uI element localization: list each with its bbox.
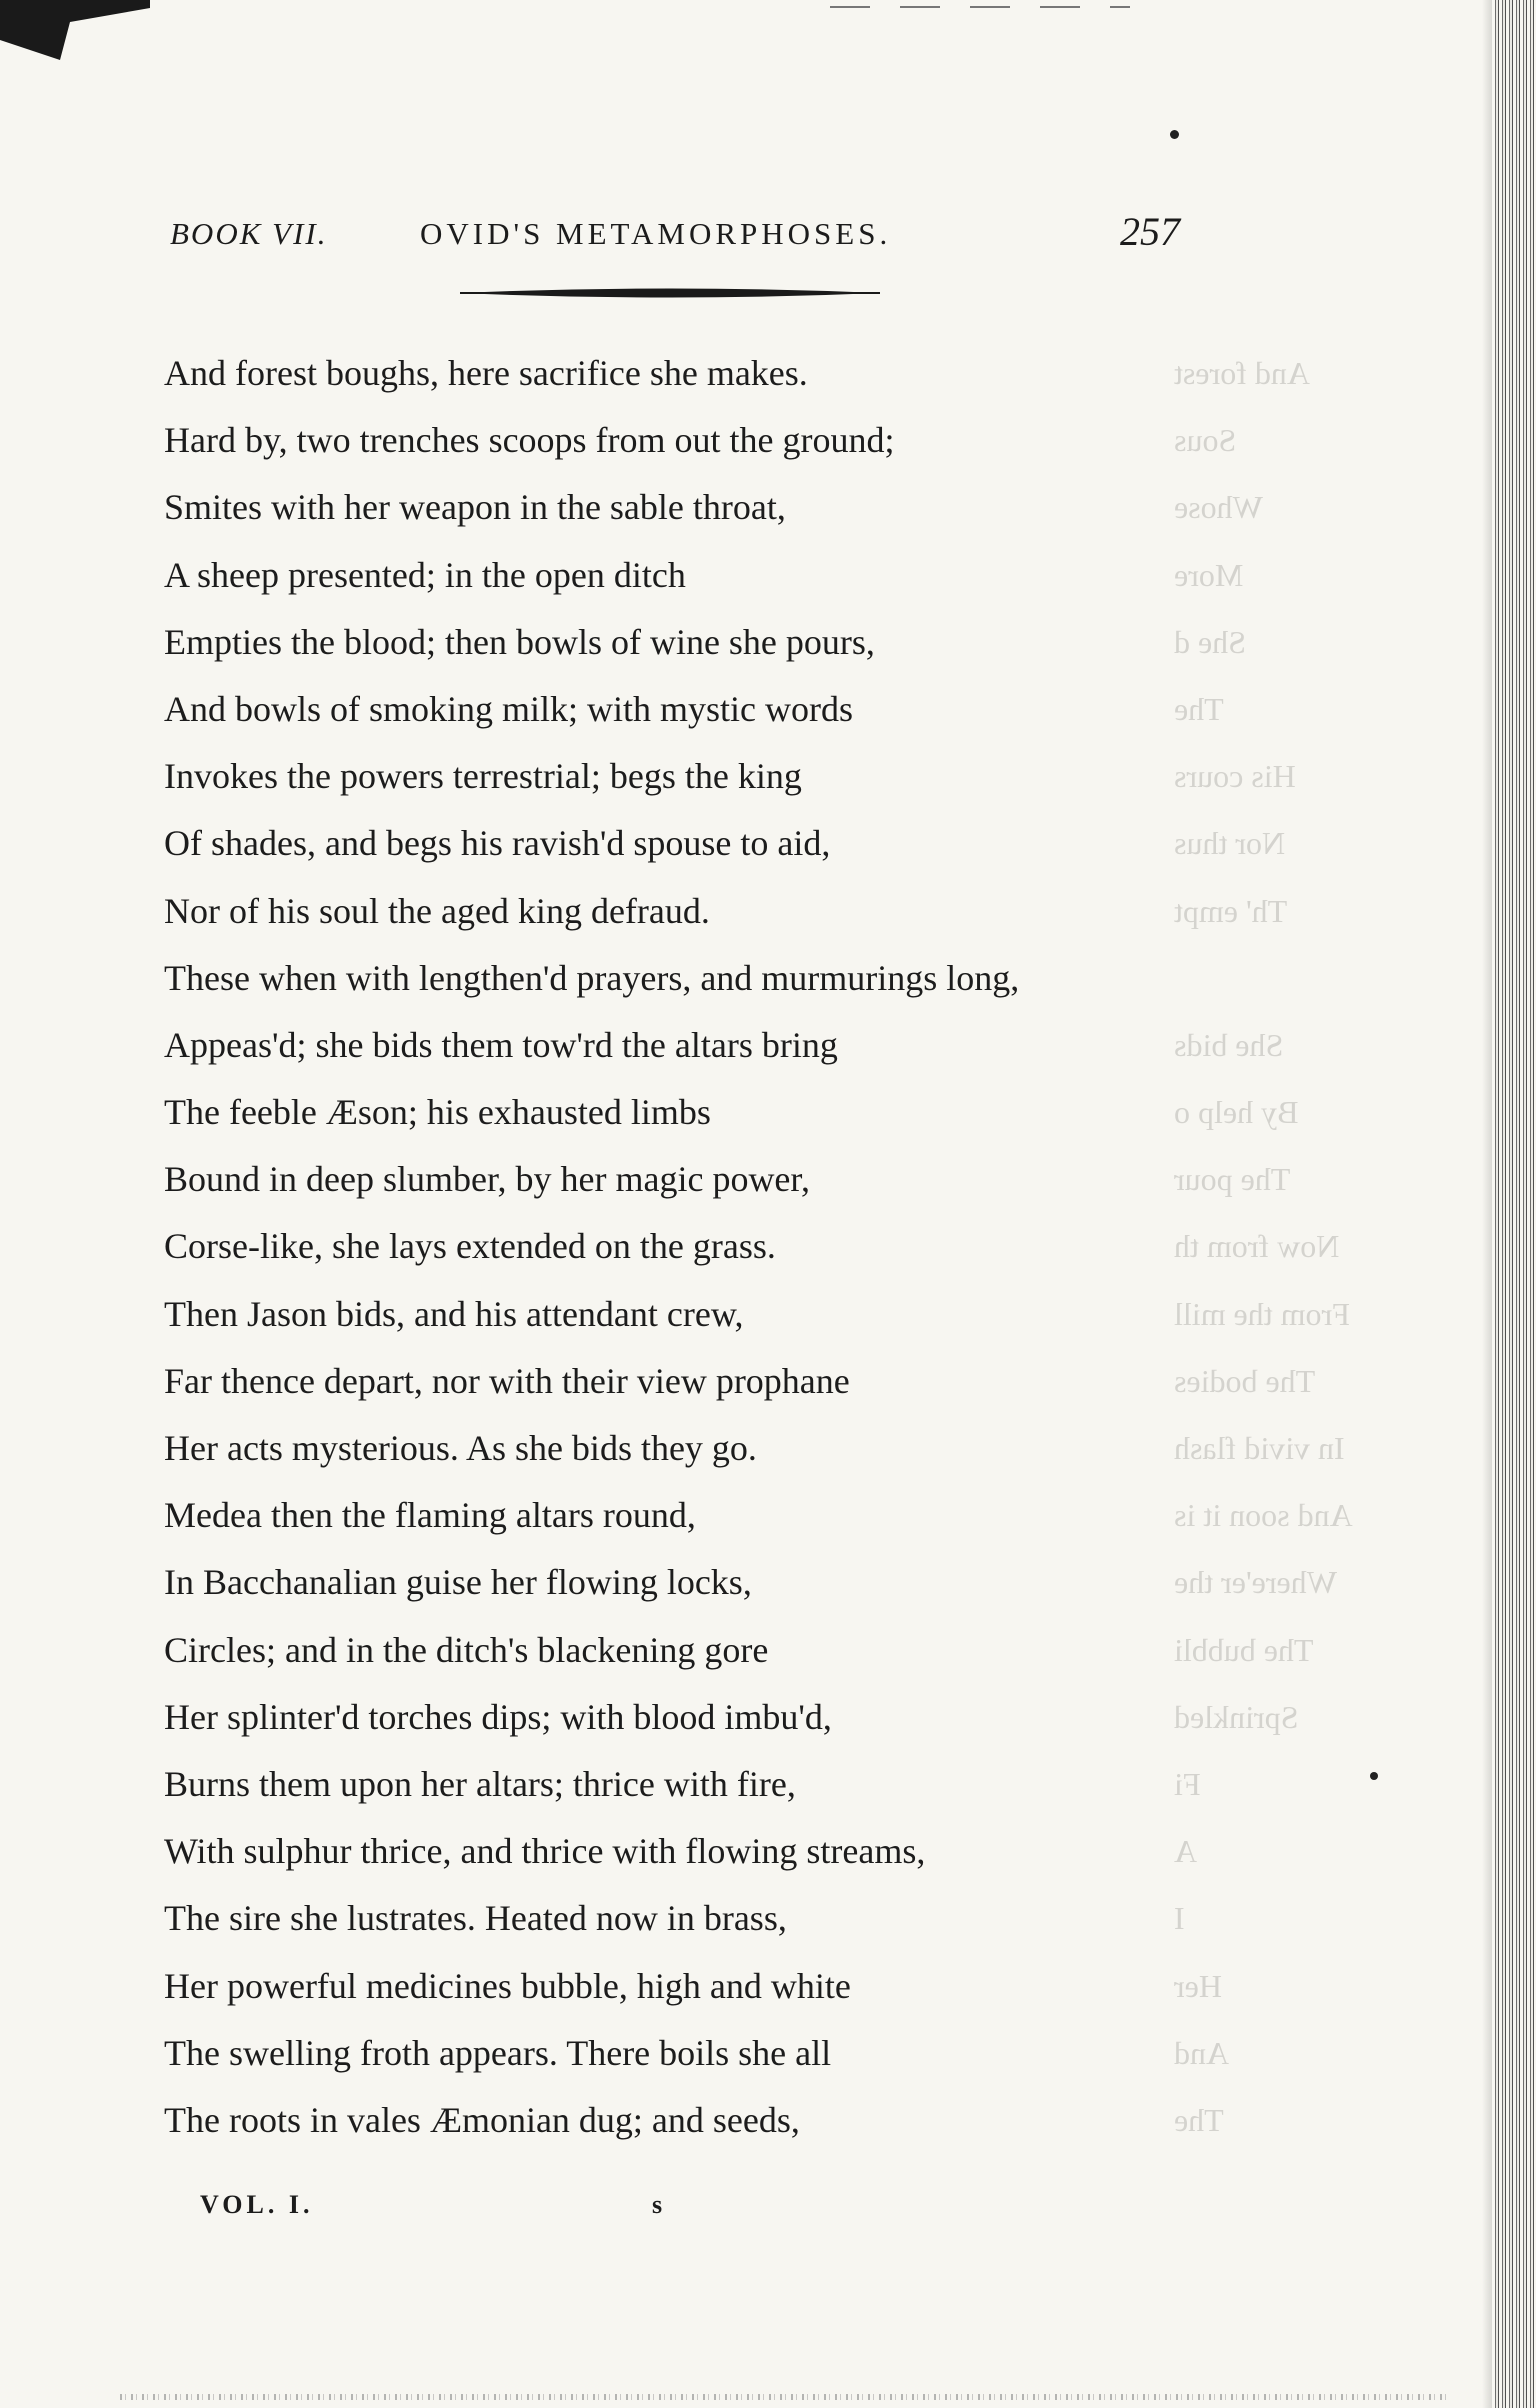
show-through-text: Sprinkled xyxy=(1174,1698,1299,1735)
show-through-text: Her xyxy=(1174,1967,1222,2004)
running-header xyxy=(170,208,1200,258)
show-through-text: His cours xyxy=(1174,758,1296,795)
show-through-text: She bids xyxy=(1174,1026,1284,1063)
verse-line: Her powerful medicines bubble, high and white Her xyxy=(164,1953,1224,2020)
show-through-text: And forest xyxy=(1174,355,1310,391)
show-through-text: The bodies xyxy=(1174,1362,1316,1399)
verse-list xyxy=(164,340,1353,2154)
show-through-text: A xyxy=(1174,1833,1198,1870)
page-number: 257 xyxy=(1120,209,1180,254)
verse-line: These when with lengthen'd prayers, and murmurings long, xyxy=(164,957,1020,998)
show-through-text: Nor thus xyxy=(1174,825,1286,862)
binding-shadow xyxy=(1482,0,1492,2408)
volume-label: VOL. I. xyxy=(200,2190,314,2219)
ink-speck xyxy=(1370,1772,1378,1780)
verse-line: The swelling froth appears. There boils she all And xyxy=(164,2020,1224,2087)
verse-line: In Bacchanalian guise her flowing locks, Where'er the xyxy=(164,1549,1224,1616)
verse-line: Nor of his soul the aged king defraud. Th' empt xyxy=(164,878,1224,945)
show-through-text: More xyxy=(1174,556,1244,593)
show-through-text: Whose xyxy=(1174,489,1263,526)
verse-line: Far thence depart, nor with their view prophane The bodies xyxy=(164,1348,1224,1415)
page-footer xyxy=(200,2190,1000,2230)
verse-line: Then Jason bids, and his attendant crew, From the mill xyxy=(164,1281,1224,1348)
show-through-text: From the mill xyxy=(1174,1295,1350,1332)
verse-line: Hard by, two trenches scoops from out the ground; Sous xyxy=(164,407,1224,474)
show-through-text: And xyxy=(1174,2034,1230,2071)
verse-line: And bowls of smoking milk; with mystic words The xyxy=(164,676,1224,743)
show-through-text: And soon it is xyxy=(1174,1497,1353,1534)
show-through-text: Th' empt xyxy=(1174,892,1288,929)
verse-line: Invokes the powers terrestrial; begs the king His cours xyxy=(164,743,1224,810)
show-through-text: Now from th xyxy=(1174,1228,1340,1265)
show-through-text: In vivid flash xyxy=(1174,1430,1345,1466)
verse-line: Medea then the flaming altars round, And soon it is xyxy=(164,1482,1224,1549)
header-ornament-rule xyxy=(460,286,880,300)
verse-line: Of shades, and begs his ravish'd spouse to aid, Nor thus xyxy=(164,810,1224,877)
verse-line: Empties the blood; then bowls of wine she pours, She d xyxy=(164,609,1224,676)
verse-line: The roots in vales Æmonian dug; and seeds, The xyxy=(164,2087,1224,2154)
show-through-text: Where'er the xyxy=(1174,1564,1337,1601)
show-through-text: I xyxy=(1174,1900,1185,1937)
show-through-text: The xyxy=(1174,690,1224,727)
show-through-text: The bubbli xyxy=(1174,1631,1314,1668)
show-through-text: The xyxy=(1174,2101,1224,2138)
show-through-text: By help o xyxy=(1174,1094,1299,1131)
verse-line: The feeble Æson; his exhausted limbs By help o xyxy=(164,1079,1224,1146)
binding-edge xyxy=(1492,0,1536,2408)
verse-line: Smites with her weapon in the sable throat, Whose xyxy=(164,474,1224,541)
verse-line: Her splinter'd torches dips; with blood imbu'd, Sprinkled xyxy=(164,1684,1224,1751)
verse-line: Appeas'd; she bids them tow'rd the altars bring She bids xyxy=(164,1012,1224,1079)
verse-line: Her acts mysterious. As she bids they go. In vivid flash xyxy=(164,1415,1224,1482)
book-label: BOOK VII. xyxy=(170,216,328,251)
signature-mark: s xyxy=(652,2190,663,2219)
verse-line: And forest boughs, here sacrifice she makes. And forest xyxy=(164,340,1224,407)
verse-line: With sulphur thrice, and thrice with flowing streams, A xyxy=(164,1818,1224,1885)
corner-mark xyxy=(0,0,160,80)
verse-line: Burns them upon her altars; thrice with fire, Fi xyxy=(164,1751,1224,1818)
top-edge-rule xyxy=(830,6,1130,8)
show-through-text: Sous xyxy=(1174,422,1237,459)
verse-line: A sheep presented; in the open ditch More xyxy=(164,542,1224,609)
running-title: OVID'S METAMORPHOSES. xyxy=(420,216,892,251)
show-through-text: She d xyxy=(1174,623,1246,660)
show-through-text: The pour xyxy=(1174,1161,1291,1198)
verse-line: Corse-like, she lays extended on the grass. Now from th xyxy=(164,1213,1224,1280)
verse-line: The sire she lustrates. Heated now in brass, I xyxy=(164,1885,1224,1952)
ink-speck xyxy=(1170,130,1179,139)
bottom-edge-dots xyxy=(120,2394,1450,2400)
verse-line: Circles; and in the ditch's blackening gore The bubbli xyxy=(164,1617,1224,1684)
verse-line: Bound in deep slumber, by her magic power, The pour xyxy=(164,1146,1224,1213)
show-through-text: Fi xyxy=(1174,1765,1201,1802)
